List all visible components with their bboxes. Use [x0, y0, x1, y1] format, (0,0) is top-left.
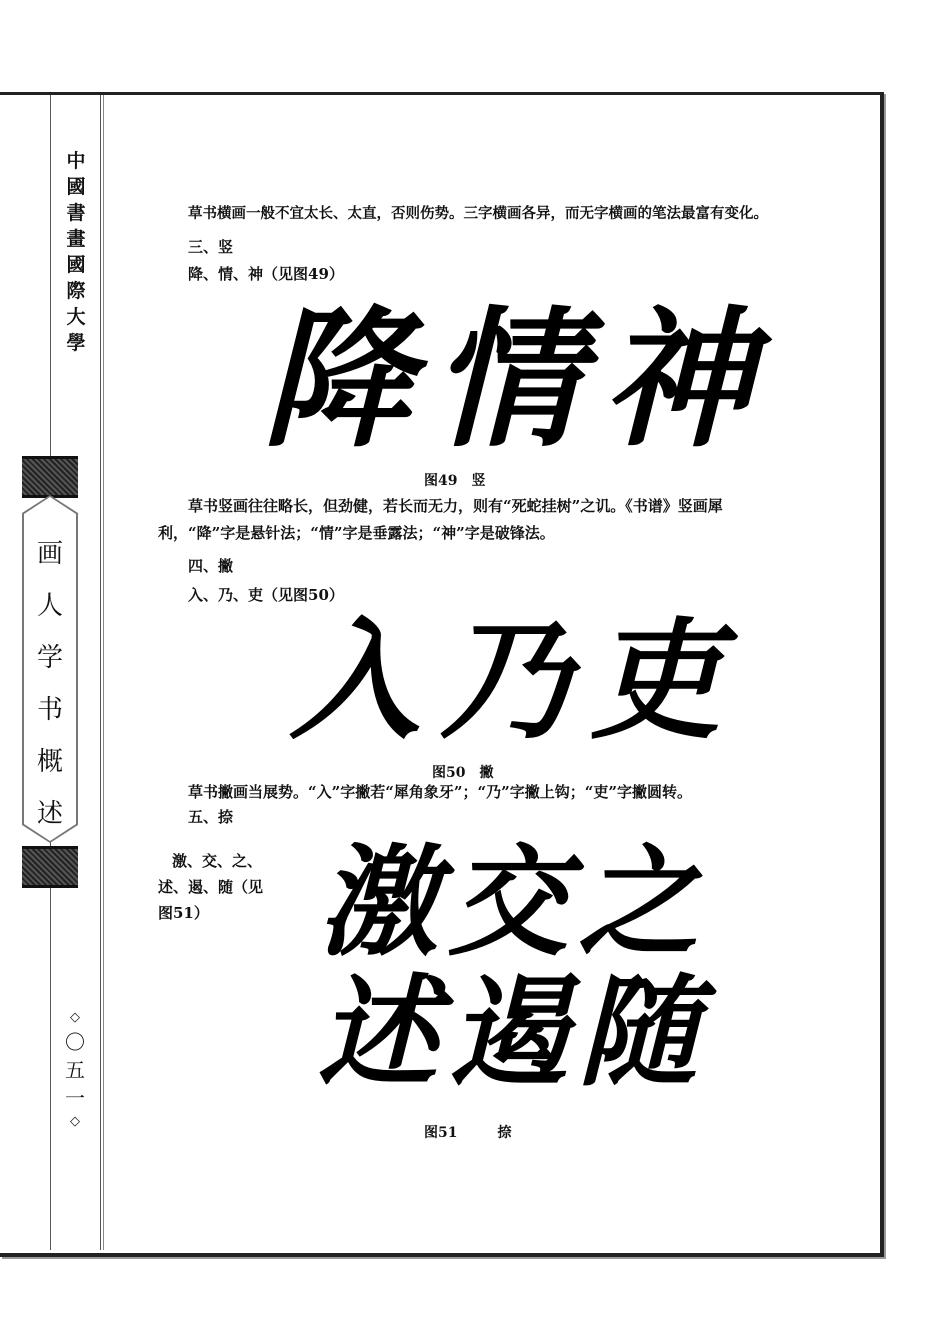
- calligraphy-char: 之: [578, 832, 708, 973]
- paragraph-left-falling: 草书撇画当展势。“入”字撇若“犀角象牙”；“乃”字撇上钩；“吏”字撇圆转。: [188, 783, 693, 801]
- calligraphy-char: 吏: [590, 604, 741, 757]
- caption-title: 竖: [471, 473, 486, 489]
- calligraphy-char: 随: [578, 962, 708, 1103]
- caption-number: 图49: [424, 473, 458, 489]
- page-number-char: 〇: [65, 1030, 85, 1054]
- figure-49-calligraphy: [262, 290, 772, 470]
- title-char: 概: [36, 747, 63, 777]
- school-char: 畫: [66, 228, 86, 250]
- figure-50-calligraphy: [290, 606, 740, 756]
- paragraph-vertical-strokes-line2: 利，“降”字是悬针法；“情”字是垂露法；“神”字是破锋法。: [158, 524, 555, 542]
- book-title-vertical: [24, 528, 76, 840]
- school-char: 學: [66, 332, 86, 354]
- title-char: 人: [36, 591, 63, 621]
- figure-49-caption: [424, 470, 499, 490]
- figure-51-calligraphy-row2: [318, 962, 708, 1103]
- caption-number: 图50: [432, 765, 466, 781]
- calligraphy-char: 交: [448, 832, 578, 973]
- figure-50-caption: [432, 762, 507, 782]
- calligraphy-char: 述: [318, 962, 448, 1103]
- title-char: 述: [36, 799, 63, 829]
- spine-rule-inner: [103, 95, 104, 1250]
- paragraph-vertical-strokes-line1: 草书竖画往往略长，但劲健，若长而无力，则有“死蛇挂树”之讥。《书谱》竖画犀: [188, 497, 723, 515]
- calligraphy-char: 遏: [448, 962, 578, 1103]
- caption-title: 捺: [497, 1125, 512, 1141]
- calligraphy-char: 降: [262, 292, 433, 468]
- school-char: 國: [66, 176, 86, 198]
- section-heading-left-falling: 四、撇: [188, 557, 234, 575]
- caption-number: 图51: [424, 1125, 458, 1141]
- section-heading-right-falling: 五、捺: [188, 808, 234, 826]
- school-name-vertical: [62, 148, 90, 356]
- calligraphy-char: 乃: [440, 604, 591, 757]
- calligraphy-char: 激: [318, 832, 448, 973]
- school-char: 書: [66, 202, 86, 224]
- title-char: 学: [36, 643, 63, 673]
- diamond-icon: ◇: [70, 1114, 80, 1129]
- diamond-icon: ◇: [70, 1010, 80, 1025]
- decorative-band-bottom: [22, 846, 78, 888]
- school-char: 中: [66, 150, 86, 172]
- school-char: 國: [66, 254, 86, 276]
- calligraphy-char: 入: [290, 604, 441, 757]
- caption-title: 撇: [479, 765, 494, 781]
- school-char: 際: [66, 280, 86, 302]
- school-char: 大: [66, 306, 86, 328]
- example-chars-fig50: 入、乃、吏（见图50）: [188, 586, 344, 604]
- example-chars-fig51-line3: 图51）: [158, 904, 209, 922]
- figure-51-calligraphy-row1: [318, 832, 708, 973]
- calligraphy-char: 情: [432, 292, 603, 468]
- page-number-char: 一: [65, 1086, 85, 1110]
- paragraph-horizontal-strokes: 草书横画一般不宜太长、太直，否则伤势。三字横画各异，而无字横画的笔法最富有变化。: [188, 205, 768, 222]
- calligraphy-char: 神: [602, 292, 773, 468]
- page-number: [58, 1008, 92, 1132]
- title-char: 画: [36, 539, 63, 569]
- example-chars-fig51-line1: 激、交、之、: [172, 852, 263, 870]
- page-number-char: 五: [65, 1058, 85, 1082]
- decorative-band-top: [22, 456, 78, 498]
- example-chars-fig51-line2: 述、遏、随（见: [158, 878, 264, 896]
- figure-51-caption: [424, 1122, 525, 1142]
- example-chars-fig49: 降、情、神（见图49）: [188, 265, 344, 283]
- title-char: 书: [36, 695, 63, 725]
- spine-rule-right: [100, 95, 101, 1250]
- section-heading-vertical: 三、竖: [188, 238, 234, 256]
